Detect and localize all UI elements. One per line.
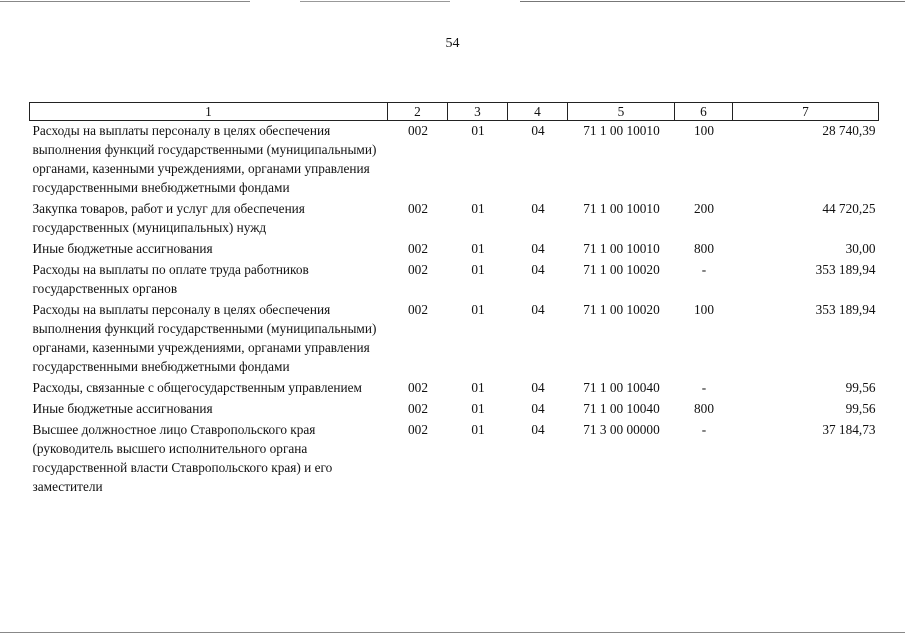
scan-edge-top [300,1,450,2]
scan-edge-top [0,1,250,2]
expense-type-code: 200 [694,201,714,216]
column-header: 7 [733,103,879,121]
section-code: 01 [471,241,485,256]
column-header: 6 [675,103,733,121]
department-code: 002 [408,201,428,216]
expense-type-code: - [701,262,707,277]
department-code: 002 [408,262,428,277]
table-row [30,199,879,239]
amount: 99,56 [845,401,876,416]
table-header-row [30,103,879,121]
target-article-code: 71 1 00 10010 [583,201,660,216]
expense-name: Расходы, связанные с общегосударственным управлением [32,380,362,395]
table-row [30,260,879,300]
subsection-code: 04 [531,302,545,317]
target-article-code: 71 1 00 10020 [583,302,660,317]
table-row [30,420,879,498]
amount: 37 184,73 [822,422,876,437]
table-row [30,239,879,260]
scan-edge-top [520,1,905,2]
table-row [30,378,879,399]
amount: 28 740,39 [822,123,876,138]
amount: 99,56 [845,380,876,395]
subsection-code: 04 [531,401,545,416]
expense-type-code: 100 [694,123,714,138]
section-code: 01 [471,302,485,317]
expense-name: Иные бюджетные ассигнования [32,241,213,256]
target-article-code: 71 1 00 10040 [583,380,660,395]
expense-type-code: 100 [694,302,714,317]
section-code: 01 [471,201,485,216]
expense-name: Расходы на выплаты по оплате труда работников государственных органов [32,262,309,296]
subsection-code: 04 [531,380,545,395]
expense-type-code: 800 [694,401,714,416]
target-article-code: 71 1 00 10040 [583,401,660,416]
amount: 30,00 [845,241,876,256]
scan-edge-bottom [0,632,905,633]
table-row [30,121,879,200]
subsection-code: 04 [531,123,545,138]
section-code: 01 [471,401,485,416]
expense-type-code: - [701,380,707,395]
department-code: 002 [408,401,428,416]
column-header: 5 [568,103,675,121]
department-code: 002 [408,302,428,317]
amount: 353 189,94 [815,302,876,317]
department-code: 002 [408,422,428,437]
table-row [30,399,879,420]
subsection-code: 04 [531,201,545,216]
expense-type-code: 800 [694,241,714,256]
expense-name: Иные бюджетные ассигнования [32,401,213,416]
target-article-code: 71 3 00 00000 [583,422,660,437]
amount: 44 720,25 [822,201,876,216]
department-code: 002 [408,123,428,138]
subsection-code: 04 [531,422,545,437]
target-article-code: 71 1 00 10010 [583,241,660,256]
page-number: 54 [445,36,460,51]
expense-name: Закупка товаров, работ и услуг для обеспечения государственных (муниципальных) нужд [32,201,305,235]
department-code: 002 [408,380,428,395]
expense-name: Расходы на выплаты персоналу в целях обеспечения выполнения функций государственными (муниципальными) органами, казенными учреждениями, органами управления государственными внебюджетными фондами [32,302,377,374]
column-header: 3 [448,103,508,121]
subsection-code: 04 [531,262,545,277]
expense-name: Высшее должностное лицо Ставропольского края (руководитель высшего исполнительного органа государственной власти Ставропольского края) и его заместители [32,422,333,494]
section-code: 01 [471,262,485,277]
target-article-code: 71 1 00 10020 [583,262,660,277]
section-code: 01 [471,123,485,138]
subsection-code: 04 [531,241,545,256]
budget-table [29,102,879,498]
target-article-code: 71 1 00 10010 [583,123,660,138]
department-code: 002 [408,241,428,256]
column-header: 4 [508,103,568,121]
expense-type-code: - [701,422,707,437]
column-header: 1 [30,103,388,121]
column-header: 2 [388,103,448,121]
expense-name: Расходы на выплаты персоналу в целях обеспечения выполнения функций государственными (муниципальными) органами, казенными учреждениями, органами управления государственными внебюджетными фондами [32,123,377,195]
section-code: 01 [471,380,485,395]
table-row [30,300,879,378]
amount: 353 189,94 [815,262,876,277]
section-code: 01 [471,422,485,437]
